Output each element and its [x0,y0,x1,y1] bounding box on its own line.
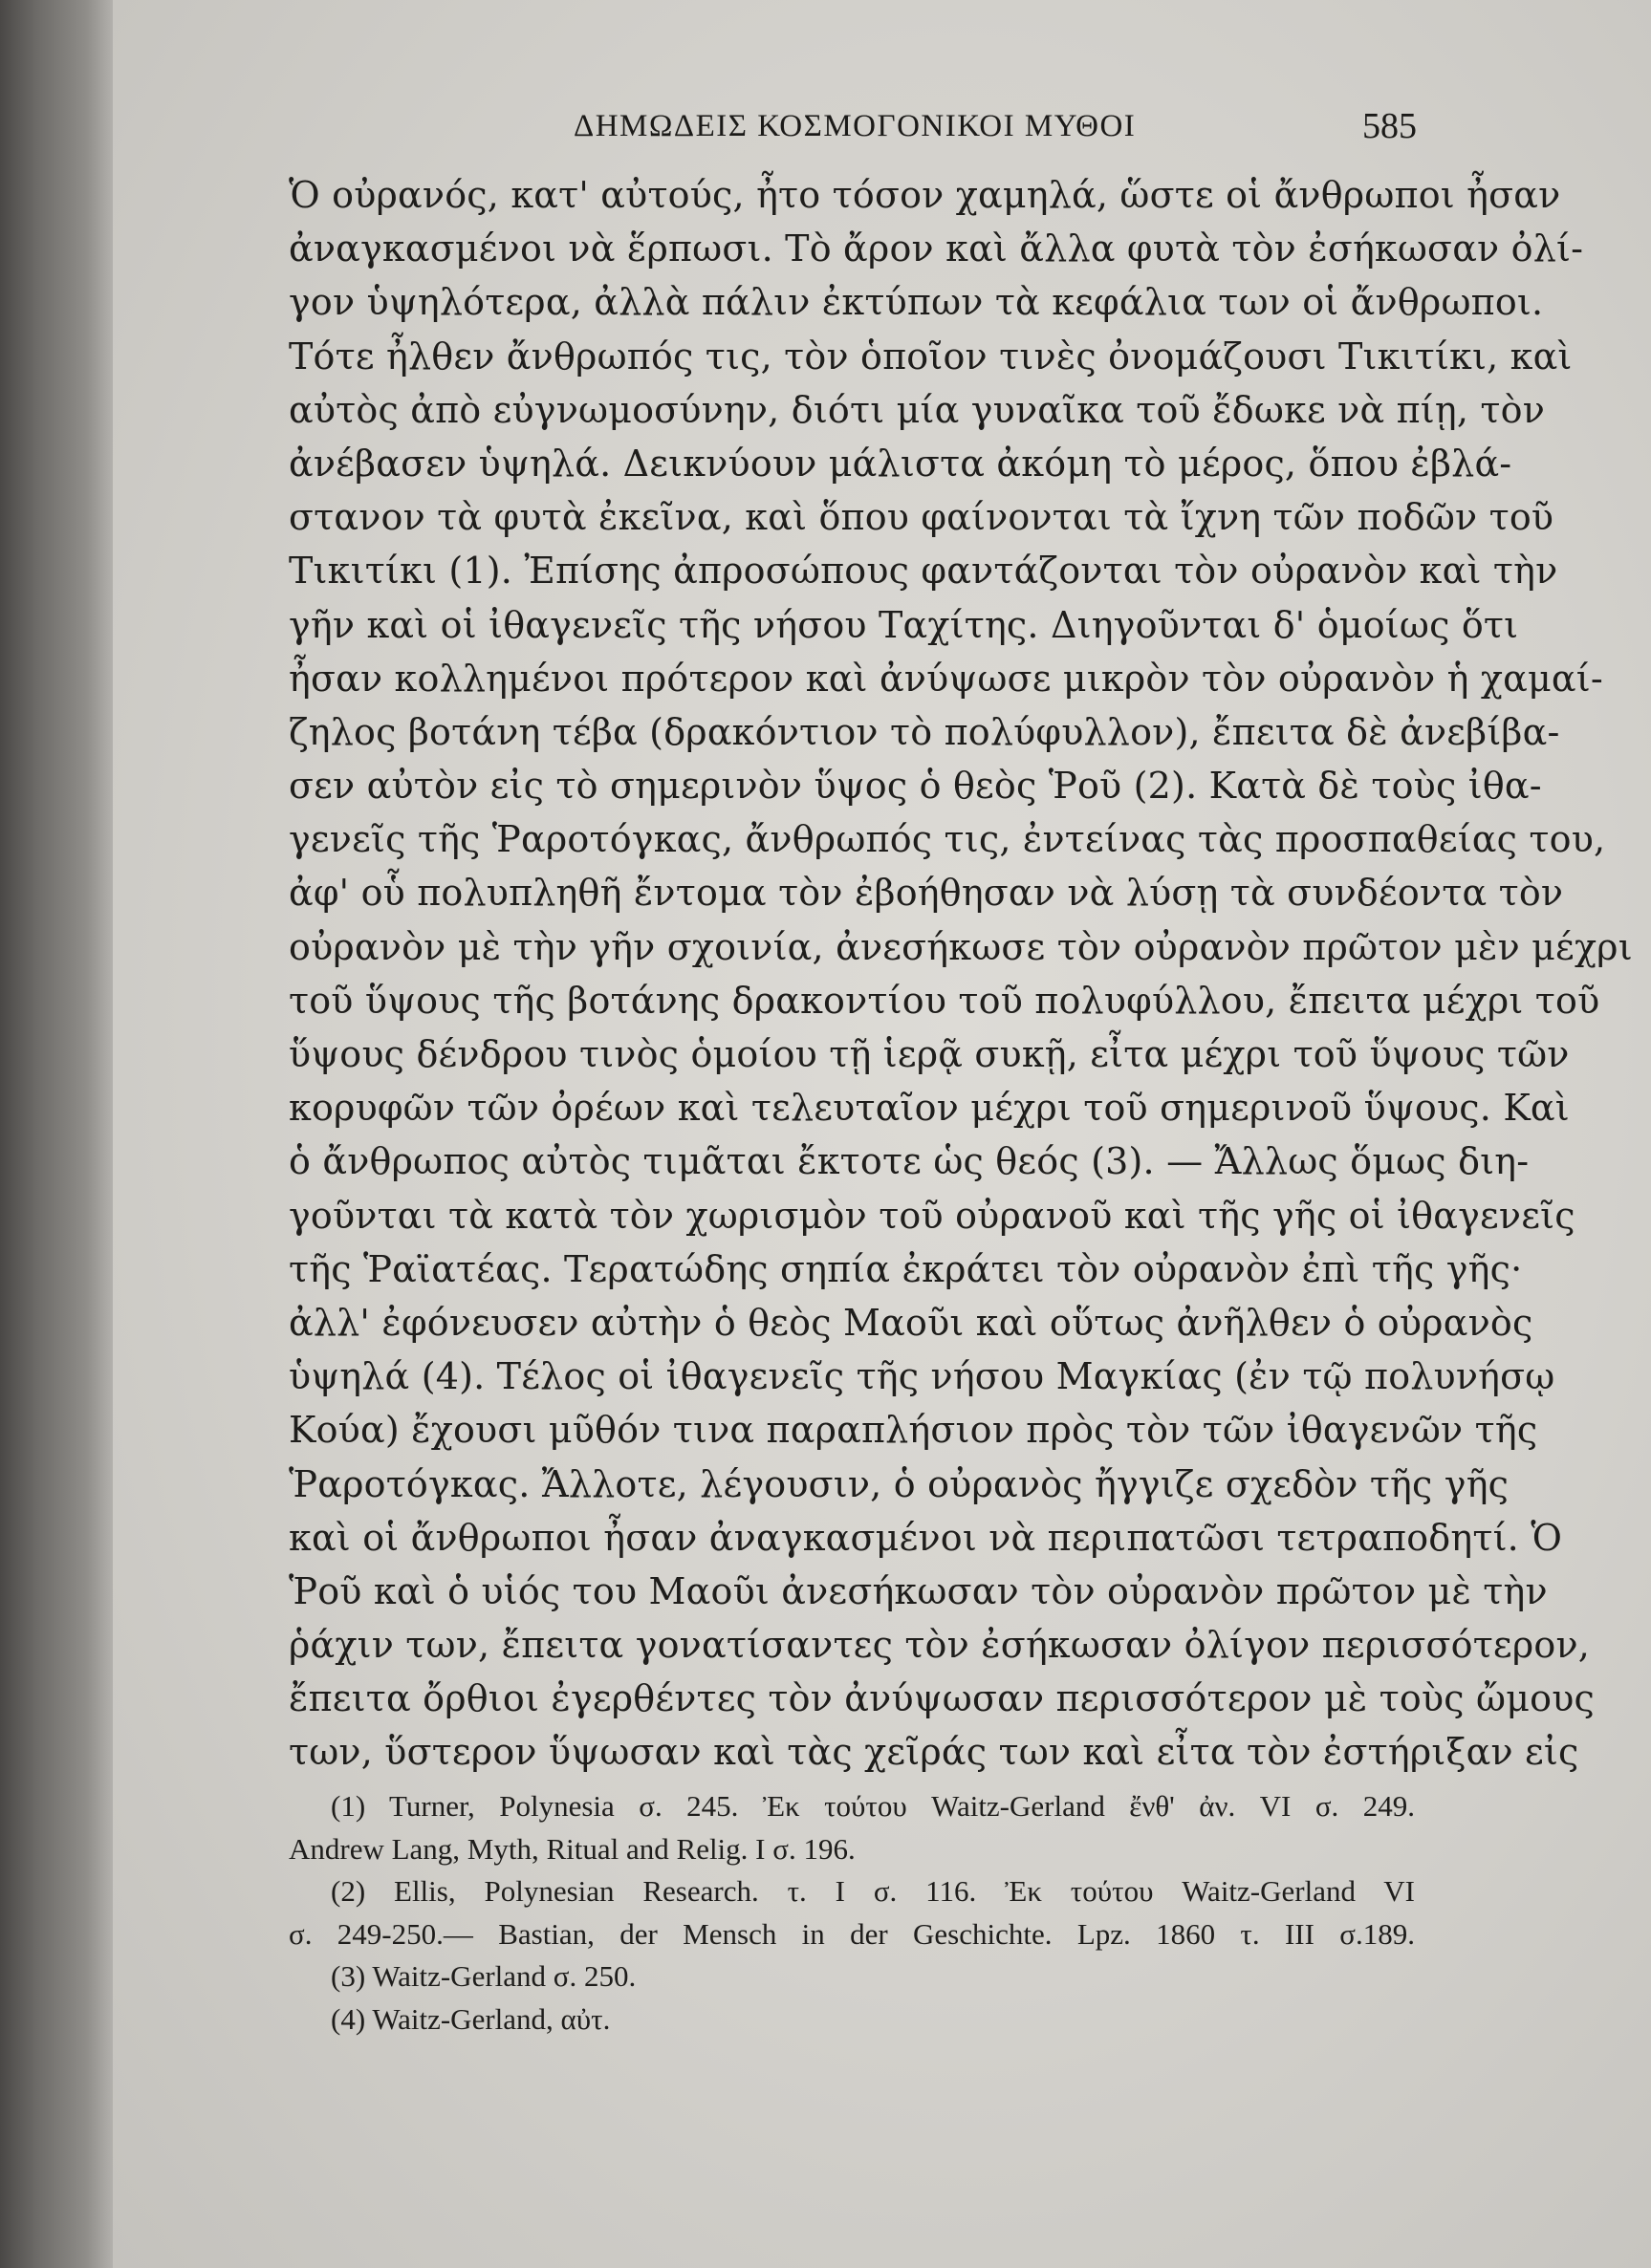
footnote-1-continuation: Andrew Lang, Myth, Ritual and Relig. I σ. 196. [289,1831,856,1866]
text-line: ὁ ἄνθρωπος αὐτὸς τιμᾶται ἔκτοτε ὡς θεός (3). — Ἄλλως ὅμως διη- [289,1140,1530,1183]
text-line: ἀνέβασεν ὑψηλά. Δεικνύουν μάλιστα ἀκόμη τὸ μέρος, ὅπου ἐβλά- [289,442,1512,485]
text-line: γον ὑψηλότερα, ἀλλὰ πάλιν ἐκτύπων τὰ κεφάλια των οἱ ἄνθρωποι. [289,281,1544,324]
footnote-3: (3) Waitz-Gerland σ. 250. [331,1959,637,1993]
text-line: ὕψους δένδρου τινὸς ὁμοίου τῇ ἱερᾷ συκῇ, εἶτα μέχρι τοῦ ὕψους τῶν [289,1033,1570,1075]
text-line: γενεῖς τῆς Ῥαροτόγκας, ἄνθρωπός τις, ἐντείνας τὰς προσπαθείας του, [289,818,1606,861]
text-line: τῆς Ῥαϊατέας. Τερατώδης σηπία ἐκράτει τὸν οὐρανὸν ἐπὶ τῆς γῆς· [289,1247,1523,1290]
text-line: Τότε ἦλθεν ἄνθρωπός τις, τὸν ὁποῖον τινὲς ὀνομάζουσι Τικιτίκι, καὶ [289,335,1573,378]
page-number: 585 [1362,106,1417,146]
text-line: σεν αὐτὸν εἰς τὸ σημερινὸν ὕψος ὁ θεὸς Ῥοῦ (2). Κατὰ δὲ τοὺς ἰθα- [289,765,1542,808]
text-line: ἀφ' οὗ πολυπληθῆ ἔντομα τὸν ἐβοήθησαν νὰ λύσῃ τὰ συνδέοντα τὸν [289,872,1564,915]
body-text [289,168,1633,1780]
text-line: αὐτὸς ἀπὸ εὐγνωμοσύνην, διότι μία γυναῖκα τοῦ ἔδωκε νὰ πίῃ, τὸν [289,388,1545,431]
text-line: των, ὕστερον ὕψωσαν καὶ τὰς χεῖράς των καὶ εἶτα τὸν ἐστήριξαν εἰς [289,1731,1579,1774]
text-line: τοῦ ὕψους τῆς βοτάνης δρακοντίου τοῦ πολυφύλλου, ἔπειτα μέχρι τοῦ [289,979,1600,1022]
text-line: Κούα) ἔχουσι μῦθόν τινα παραπλήσιον πρὸς τὸν τῶν ἰθαγενῶν τῆς [289,1409,1538,1452]
text-line: Ῥαροτόγκας. Ἄλλοτε, λέγουσιν, ὁ οὐρανὸς ἤγγιζε σχεδὸν τῆς γῆς [289,1462,1510,1505]
footnotes [289,1785,1415,2041]
text-line: ῥάχιν των, ἔπειτα γονατίσαντες τὸν ἐσήκωσαν ὀλίγον περισσότερον, [289,1624,1591,1667]
text-line: ἀναγκασμένοι νὰ ἕρπωσι. Τὸ ἄρον καὶ ἄλλα φυτὰ τὸν ἐσήκωσαν ὀλί- [289,227,1584,270]
text-line: ὑψηλά (4). Τέλος οἱ ἰθαγενεῖς τῆς νήσου Μαγκίας (ἐν τῷ πολυνήσῳ [289,1355,1555,1398]
text-line: Τικιτίκι (1). Ἐπίσης ἀπροσώπους φαντάζονται τὸν οὐρανὸν καὶ τὴν [289,550,1558,593]
text-line: γοῦνται τὰ κατὰ τὸν χωρισμὸν τοῦ οὐρανοῦ καὶ τῆς γῆς οἱ ἰθαγενεῖς [289,1194,1575,1237]
text-line: οὐρανὸν μὲ τὴν γῆν σχοινία, ἀνεσήκωσε τὸν οὐρανὸν πρῶτον μὲν μέχρι [289,925,1633,968]
text-line: ζηλος βοτάνη τέβα (δρακόντιον τὸ πολύφυλλον), ἔπειτα δὲ ἀνεβίβα- [289,710,1560,753]
book-binding-shadow [0,0,113,2268]
footnote-2-continuation: σ. 249-250.— Bastian, der Mensch in der Geschichte. Lpz. 1860 τ. III σ.189. [289,1916,1415,1951]
footnote-4: (4) Waitz-Gerland, αὐτ. [331,2001,611,2036]
text-line: ἀλλ' ἐφόνευσεν αὐτὴν ὁ θεὸς Μαοῦι καὶ οὕτως ἀνῆλθεν ὁ οὐρανὸς [289,1301,1533,1344]
text-line: γῆν καὶ οἱ ἰθαγενεῖς τῆς νήσου Ταχίτης. Διηγοῦνται δ' ὁμοίως ὅτι [289,603,1519,646]
running-title: ΔΗΜΩΔΕΙΣ ΚΟΣΜΟΓΟΝΙΚΟΙ ΜΥΘΟΙ [574,109,1137,143]
text-line: καὶ οἱ ἄνθρωποι ἦσαν ἀναγκασμένοι νὰ περιπατῶσι τετραποδητί. Ὁ [289,1516,1563,1559]
footnote-1: (1) Turner, Polynesia σ. 245. Ἐκ τούτου Waitz-Gerland ἔνθ' ἀν. VI σ. 249. [331,1789,1415,1823]
text-line: κορυφῶν τῶν ὀρέων καὶ τελευταῖον μέχρι τοῦ σημερινοῦ ὕψους. Καὶ [289,1087,1570,1130]
page-header [461,105,1417,155]
text-line: Ῥοῦ καὶ ὁ υἱός του Μαοῦι ἀνεσήκωσαν τὸν οὐρανὸν πρῶτον μὲ τὴν [289,1569,1548,1612]
text-line: ἔπειτα ὄρθιοι ἐγερθέντες τὸν ἀνύψωσαν περισσότερον μὲ τοὺς ὤμους [289,1677,1595,1720]
footnote-2: (2) Ellis, Polynesian Research. τ. I σ. 116. Ἐκ τούτου Waitz-Gerland VI [331,1874,1415,1908]
text-line: στανον τὰ φυτὰ ἐκεῖνα, καὶ ὅπου φαίνονται τὰ ἴχνη τῶν ποδῶν τοῦ [289,496,1554,539]
text-line: Ὁ οὐρανός, κατ' αὐτούς, ἦτο τόσον χαμηλά, ὥστε οἱ ἄνθρωποι ἦσαν [289,174,1561,216]
text-line: ἦσαν κολλημένοι πρότερον καὶ ἀνύψωσε μικρὸν τὸν οὐρανὸν ἡ χαμαί- [289,657,1603,700]
